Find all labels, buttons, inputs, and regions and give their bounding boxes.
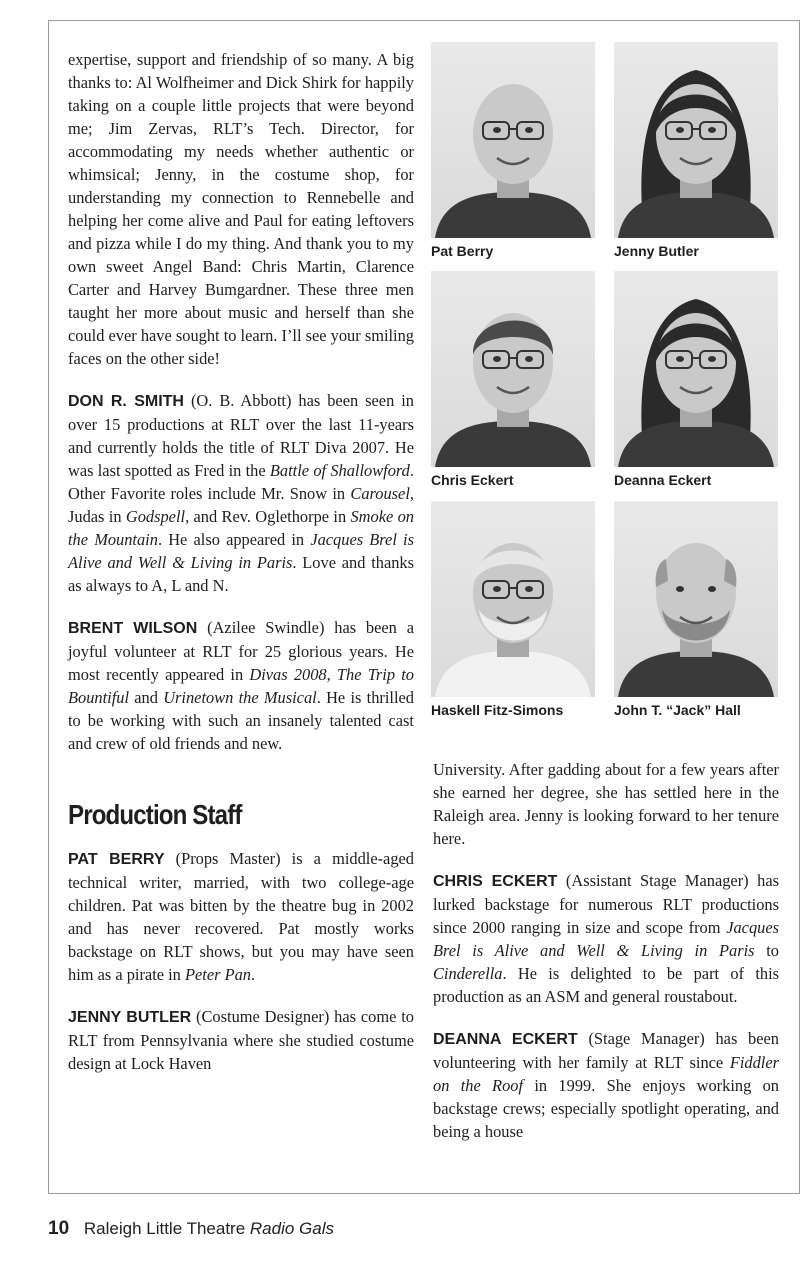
bio-text: (Costume Designer) has come to RLT from Pennsylvania where she studied costume design at Lock Haven — [68, 1007, 414, 1073]
bio-text: (Azilee Swindle) has been a joyful volunteer at RLT for 25 glorious years. He most recently appeared in — [68, 618, 414, 684]
portrait-illustration — [614, 271, 778, 467]
bio-text: . Love and thanks as always to A, L and N. — [68, 553, 414, 595]
headshot-caption: Jenny Butler — [614, 243, 699, 259]
staff-bios-left — [68, 847, 414, 1075]
page-number: 10 — [48, 1218, 70, 1239]
bio-text: to — [754, 941, 779, 960]
headshot-card — [614, 42, 778, 259]
cast-bios — [68, 389, 414, 755]
bio-text: (O. B. Abbott) has been seen in over 15 productions at RLT over the last 11-years and currently holds the title of RLT Diva 2007. He was last spotted as Fred in the — [68, 391, 414, 480]
bio-name: DEANNA ECKERT — [433, 1031, 578, 1048]
bio-text: . He is delighted to be part of this production as an ASM and general roustabout. — [433, 964, 779, 1006]
headshot-card — [431, 501, 595, 718]
headshot-caption: Haskell Fitz-Simons — [431, 702, 564, 718]
headshot-card — [614, 271, 778, 488]
bio-name: PAT BERRY — [68, 851, 165, 868]
bio-name: CHRIS ECKERT — [433, 873, 558, 890]
headshot-card — [431, 271, 595, 488]
bio-paragraph — [433, 758, 779, 850]
portrait-illustration — [431, 42, 595, 238]
bio-paragraph — [433, 1027, 779, 1143]
bio-text: (Stage Manager) has been volunteering with her family at RLT since — [433, 1029, 780, 1072]
bio-paragraph — [68, 1005, 414, 1075]
theatre-name: Raleigh Little Theatre — [83, 1219, 246, 1238]
bio-name: DON R. SMITH — [68, 393, 184, 410]
bio-text: , Judas in — [68, 484, 414, 526]
italic-title: Godspell — [125, 507, 186, 526]
section-heading: Production Staff — [68, 799, 242, 830]
headshot-caption: Pat Berry — [431, 243, 494, 259]
portrait-illustration — [614, 42, 778, 238]
headshot-photo — [614, 42, 778, 238]
italic-title: Fiddler on the Roof — [433, 1053, 779, 1095]
bio-text: . He is thrilled to be working with such an insanely talented cast and crew of old friends and new. — [68, 688, 414, 753]
italic-title: Smoke on the Mountain — [68, 507, 414, 549]
italic-title: Jacques Brel is Alive and Well & Living in Paris — [433, 918, 779, 960]
staff-bios-right — [433, 758, 779, 1143]
bio-paragraph — [68, 847, 414, 986]
bio-text: . He also appeared in — [157, 530, 311, 549]
italic-title: The Trip to Bountiful — [68, 665, 415, 707]
bio-text: , and Rev. Oglethorpe in — [185, 507, 351, 526]
bio-text: (Props Master) is a middle-aged technical writer, married, with two college-age children. Pat was bitten by the theatre bug in 2002 and has never recovered. Pat mostly works backstage on RLT shows, but you may have seen him as a pirate in — [68, 849, 414, 984]
headshot-photo — [431, 271, 595, 467]
page-footer — [48, 1218, 334, 1240]
headshot-photo — [614, 271, 778, 467]
bio-text: expertise, support and friendship of so many. A big thanks to: Al Wolfheimer and Dick Shirk for happily taking on a couple little projects that were beyond me; Jim Zervas, RLT’s Tech. Director, for accommodating my needs whether authentic or whimsical; Jenny, in the costume shop, for understanding my connection to Rennebelle and helping her come alive and Paul for eating leftovers and pizza while I do my thing. And thank you to my own sweet Angel Band: Chris Martin, Clarence Carter and Harvey Bumgardner. These three men taught her more about music and herself than she could ever have sought to learn. I’ll see your smiling faces on the other side! — [68, 50, 414, 368]
portrait-illustration — [614, 501, 778, 697]
bio-paragraph — [433, 869, 779, 1008]
italic-title: Cinderella — [433, 964, 503, 983]
headshot-photo — [614, 501, 778, 697]
intro-paragraph — [68, 48, 414, 370]
italic-title: Battle of Shallowford — [269, 461, 410, 480]
bio-text: University. After gadding about for a few years after she earned her degree, she has settled here in the Raleigh area. Jenny is looking forward to her tenure here. — [433, 760, 779, 848]
italic-title: Divas 2008 — [249, 665, 327, 684]
bio-name: BRENT WILSON — [68, 620, 198, 637]
show-title: Radio Gals — [249, 1219, 335, 1238]
bio-text: , — [326, 665, 337, 684]
bio-text: and — [129, 688, 164, 707]
bio-text: . Other Favorite roles include Mr. Snow in — [68, 461, 414, 503]
italic-title: Carousel — [350, 484, 410, 503]
headshot-photo — [431, 42, 595, 238]
left-column — [68, 48, 414, 1075]
bio-text: in 1999. She enjoys working on backstage crews; especially spotlight operating, and being a house — [433, 1076, 779, 1141]
headshot-caption: Deanna Eckert — [614, 472, 712, 488]
headshot-caption: Chris Eckert — [431, 472, 514, 488]
italic-title: Peter Pan — [184, 965, 251, 984]
portrait-illustration — [431, 501, 595, 697]
headshot-card — [614, 501, 778, 718]
bio-text: (Assistant Stage Manager) has lurked backstage for numerous RLT productions since 2000 ranging in size and scope from — [433, 871, 779, 937]
headshot-photo — [431, 501, 595, 697]
headshot-caption: John T. “Jack” Hall — [614, 702, 741, 718]
right-column — [433, 758, 779, 1143]
portrait-illustration — [431, 271, 595, 467]
headshot-card — [431, 42, 595, 259]
bio-paragraph — [68, 616, 414, 755]
italic-title: Jacques Brel is Alive and Well & Living in Paris — [68, 530, 414, 572]
italic-title: Urinetown the Musical — [163, 688, 317, 707]
headshot-grid — [431, 42, 779, 726]
bio-name: JENNY BUTLER — [68, 1009, 192, 1026]
bio-paragraph — [68, 389, 414, 597]
bio-text: . — [250, 965, 256, 984]
